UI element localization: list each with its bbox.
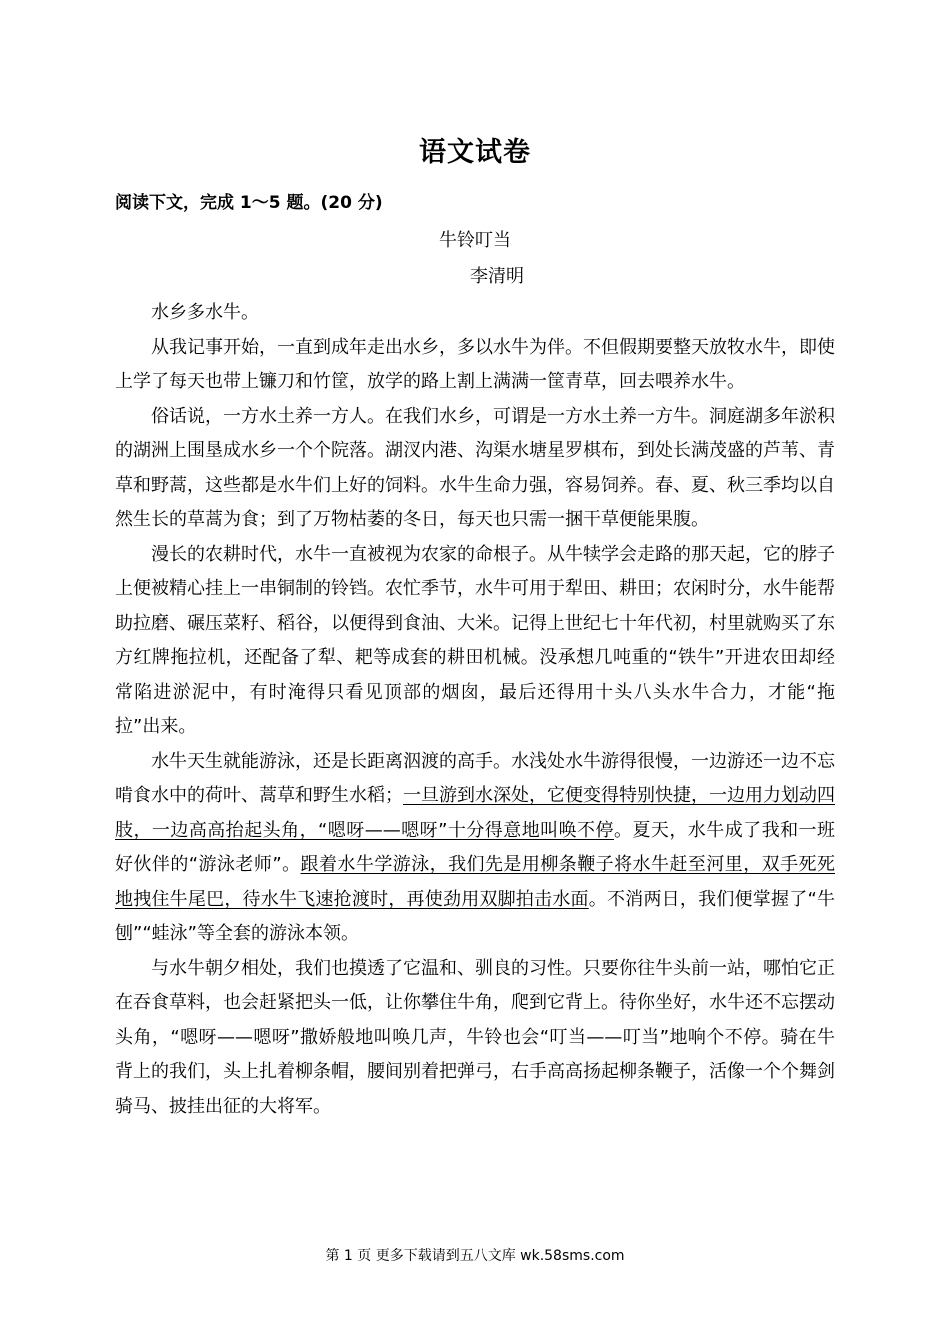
paragraph-1: 水乡多水牛。 bbox=[151, 302, 259, 323]
story-author: 李清明 bbox=[470, 266, 524, 287]
story-body bbox=[115, 296, 835, 1124]
paragraph-5-text-b: 。夏天，水牛成了我和一班好伙伴的“游泳老师”。 bbox=[115, 819, 836, 875]
paragraph-6: 与水牛朝夕相处，我们也摸透了它温和、驯良的习性。只要你往牛头前一站，哪怕它正在吞食草料，也会赶紧把头一低，让你攀住牛角，爬到它背上。待你坐好，水牛还不忘摆动头角，“嗯呀——嗯呀”撒娇般地叫唤几声，牛铃也会“叮当——叮当”地响个不停。骑在牛背上的我们，头上扎着柳条帽，腰间别着把弹弓，右手高高扬起柳条鞭子，活像一个个舞剑骑马、披挂出征的大将军。 bbox=[115, 957, 835, 1117]
exam-title: 语文试卷 bbox=[419, 137, 531, 168]
paragraph-4: 漫长的农耕时代，水牛一直被视为农家的命根子。从牛犊学会走路的那天起，它的脖子上便被精心挂上一串铜制的铃铛。农忙季节，水牛可用于犁田、耕田；农闲时分，水牛能帮助拉磨、碾压菜籽、稻谷，以便得到食油、大米。记得上世纪七十年代初，村里就购买了东方红牌拖拉机，还配备了犁、耙等成套的耕田机械。没承想几吨重的“铁牛”开进农田却经常陷进淤泥中，有时淹得只看见顶部的烟囱，最后还得用十头八头水牛合力，才能“拖拉”出来。 bbox=[115, 543, 835, 737]
paragraph-5 bbox=[115, 745, 835, 952]
paragraph-3: 俗话说，一方水土养一方人。在我们水乡，可谓是一方水土养一方牛。洞庭湖多年淤积的湖洲上围垦成水乡一个个院落。湖汊内港、沟渠水塘星罗棋布，到处长满茂盛的芦苇、青草和野蒿，这些都是水牛们上好的饲料。水牛生命力强，容易饲养。春、夏、秋三季均以自然生长的草蒿为食；到了万物枯萎的冬日，每天也只需一捆干草便能果腹。 bbox=[115, 405, 835, 530]
paragraph-5-text-c: 。不消两日，我们便掌握了“牛刨”“蛙泳”等全套的游泳本领。 bbox=[115, 888, 835, 944]
story-title: 牛铃叮当 bbox=[439, 230, 511, 251]
paragraph-2: 从我记事开始，一直到成年走出水乡，多以水牛为伴。不但假期要整天放牧水牛，即使上学了每天也带上镰刀和竹筐，放学的路上割上满满一筐青草，回去喂养水牛。 bbox=[115, 336, 835, 392]
underlined-sentence-2: 跟着水牛学游泳，我们先是用柳条鞭子将水牛赶至河里，双手死死地拽住牛尾巴，待水牛飞速抢渡时，再使劲用双脚拍击水面 bbox=[115, 854, 835, 910]
page-footer: 第 1 页 更多下载请到五八文库 wk.58sms.com bbox=[325, 1248, 625, 1264]
underlined-sentence-1: 一旦游到水深处，它便变得特别快捷，一边用力划动四肢，一边高高抬起头角，“嗯呀——嗯呀”十分得意地叫唤不停 bbox=[115, 785, 835, 841]
paragraph-5-text-a: 水牛天生就能游泳，还是长距离泅渡的高手。水浅处水牛游得很慢，一边游还一边不忘啃食水中的荷叶、蒿草和野生水稻； bbox=[115, 750, 835, 806]
reading-instruction: 阅读下文，完成 1～5 题。(20 分) bbox=[115, 193, 383, 213]
